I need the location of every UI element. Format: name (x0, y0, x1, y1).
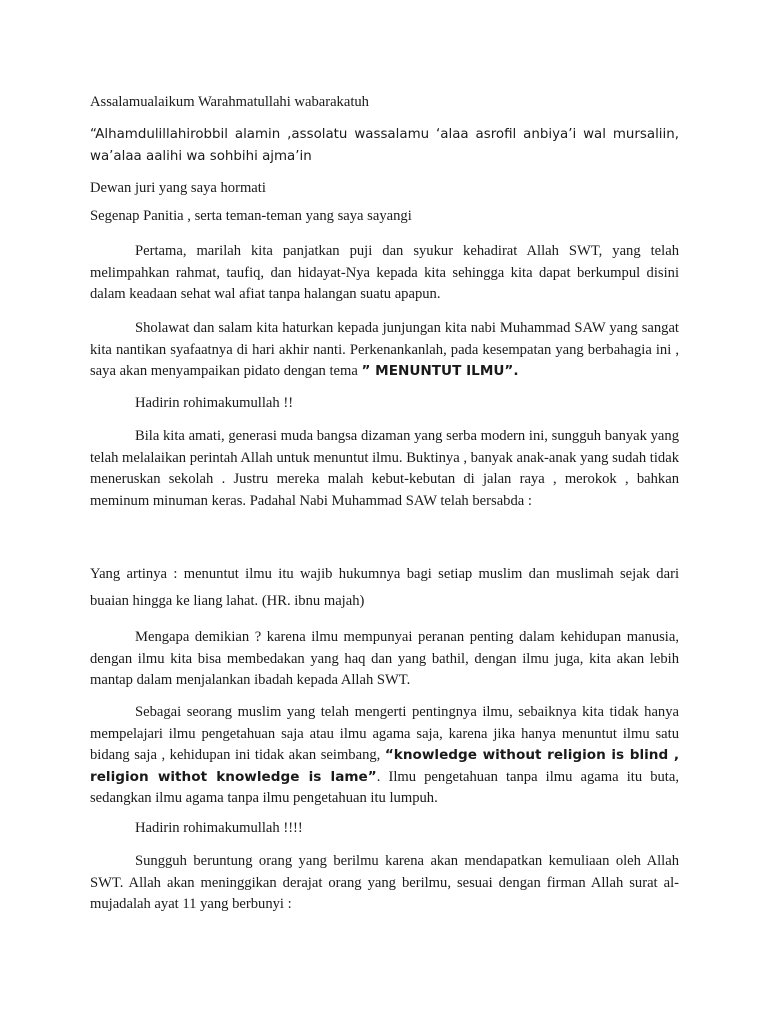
paragraph-seorang-muslim (90, 702, 679, 810)
paragraph-generasi-muda: Bila kita amati, generasi muda bangsa dizaman yang serba modern ini, sungguh banyak yang telah melalaikan perintah Allah untuk menuntut ilmu. Buktinya , banyak anak-anak yang sudah tidak meneruskan sekolah . Justru mereka malah kebut-kebutan di jalan raya , merokok , bahkan meminum minuman keras. Padahal Nabi Muhammad SAW telah bersabda : (90, 428, 679, 509)
address-panitia: Segenap Panitia , serta teman-teman yang saya sayangi (90, 208, 412, 224)
address-juri: Dewan juri yang saya hormati (90, 180, 266, 196)
paragraph-sholawat-text: Sholawat dan salam kita haturkan kepada junjungan kita nabi Muhammad SAW yang sangat kita nantikan syafaatnya di hari akhir nanti. Perkenankanlah, pada kesempatan yang berbahagia ini , saya akan menyampaikan pidato dengan tema (90, 320, 679, 380)
paragraph-sholawat (90, 318, 679, 383)
hadirin-heading-2: Hadirin rohimakumullah !!!! (135, 820, 303, 836)
paragraph-beruntung: Sungguh beruntung orang yang berilmu karena akan mendapatkan kemuliaan oleh Allah SWT. Allah akan meninggikan derajat orang yang berilmu, sesuai dengan firman Allah surat al-mujadalah ayat 11 yang berbunyi : (90, 853, 679, 913)
knowledge-quote: “knowledge without religion is blind , religion withot knowledge is lame” (90, 747, 679, 785)
speech-theme: ” MENUNTUT ILMU”. (361, 363, 519, 380)
greeting: Assalamualaikum Warahmatullahi wabarakatuh (90, 94, 369, 110)
hadirin-heading-1: Hadirin rohimakumullah !! (135, 395, 294, 411)
paragraph-seorang-muslim-end: . Ilmu pengetahuan tanpa ilmu agama itu buta, sedangkan ilmu agama tanpa ilmu pengetahuan itu lumpuh. (90, 768, 679, 807)
paragraph-seorang-muslim-text: Sebagai seorang muslim yang telah mengerti pentingnya ilmu, sebaiknya kita tidak hanya mempelajari ilmu pengetahuan saja atau ilmu agama saja, karena jika hanya menuntut ilmu satu bidang saja , kehidupan ini tidak akan seimbang, (90, 704, 679, 764)
paragraph-mengapa: Mengapa demikian ? karena ilmu mempunyai peranan penting dalam kehidupan manusia, dengan ilmu kita bisa membedakan yang haq dan yang bathil, dengan ilmu juga, kita akan lebih mantap dalam menjalankan ibadah kepada Allah SWT. (90, 629, 679, 689)
opening-prayer: “Alhamdulillahirobbil alamin ,assolatu wassalamu ‘alaa asrofil anbiya’i wal mursaliin, wa’alaa aalihi wa sohbihi ajma’in (90, 127, 679, 164)
paragraph-pertama: Pertama, marilah kita panjatkan puji dan syukur kehadirat Allah SWT, yang telah melimpahkan rahmat, taufiq, dan hidayat-Nya kepada kita sehingga kita dapat berkumpul disini dalam keadaan sehat wal afiat tanpa halangan suatu apapun. (90, 243, 679, 303)
hadith-translation: Yang artinya : menuntut ilmu itu wajib hukumnya bagi setiap muslim dan muslimah sejak dari buaian hingga ke liang lahat. (HR. ibnu majah) (90, 566, 679, 609)
